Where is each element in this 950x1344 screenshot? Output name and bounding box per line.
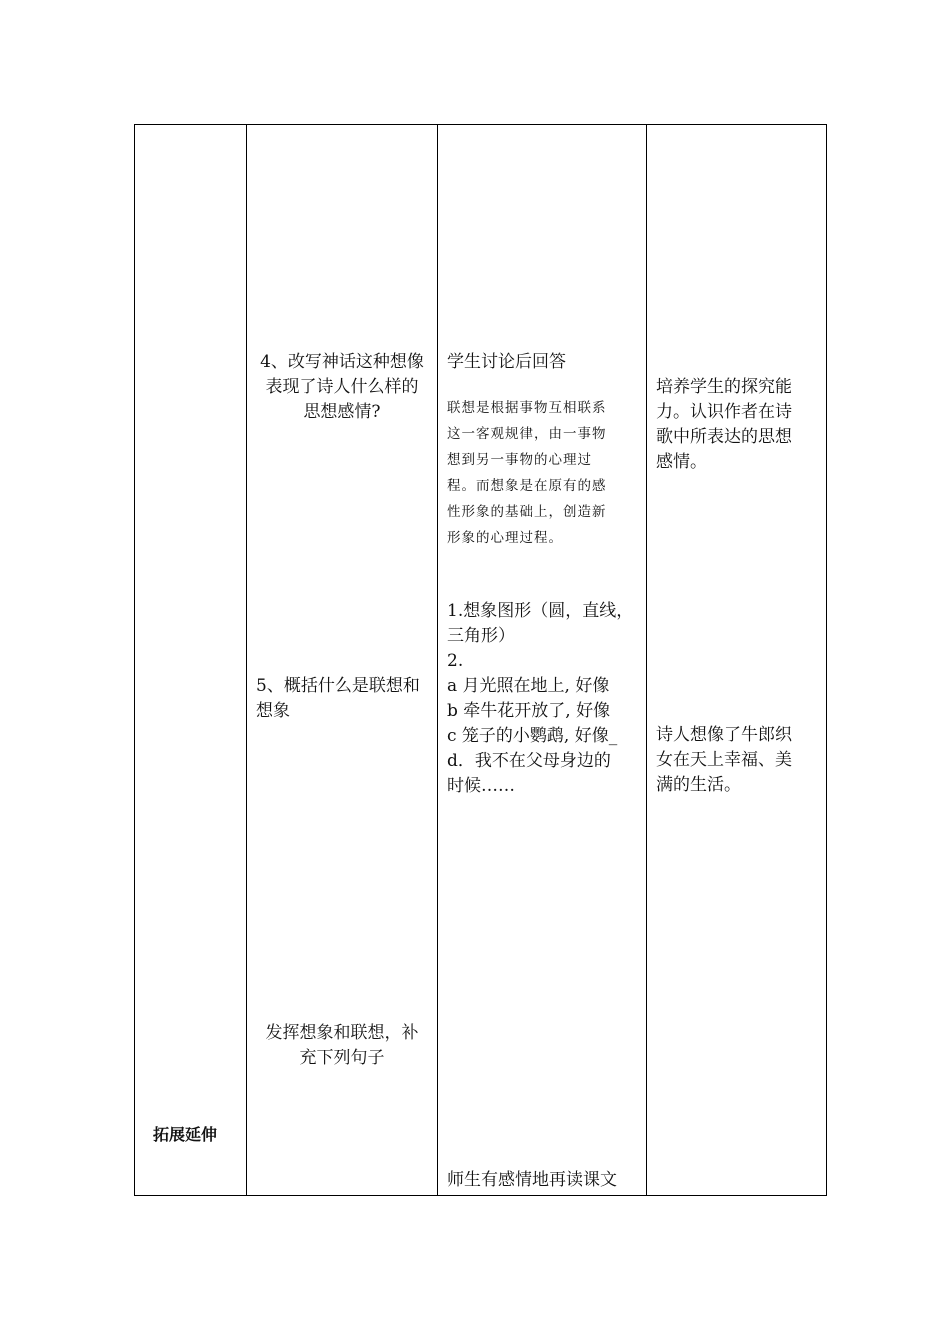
question-4-line: 4、改写神话这种想像 [260, 352, 424, 372]
poet-imagination-line: 女在天上幸福、美 [656, 750, 792, 770]
definition-line: 程。而想象是在原有的感 [447, 478, 607, 494]
exercise-line: d．我不在父母身边的 [447, 751, 611, 771]
exercise-line: b 牵牛花开放了, 好像 [447, 701, 611, 721]
extension-prompt [247, 1021, 437, 1071]
teaching-goal-line: 培养学生的探究能 [656, 377, 792, 397]
definition-text [447, 395, 607, 551]
definition-line: 性形象的基础上，创造新 [447, 504, 607, 520]
teaching-goal [656, 375, 792, 475]
exercise-list [447, 599, 633, 799]
question-5-line: 想象 [256, 701, 290, 721]
definition-line: 形象的心理过程。 [447, 530, 563, 546]
exercise-line: 1.想象图形（圆，直线， [447, 601, 634, 621]
question-4 [247, 350, 437, 425]
exercise-line: c 笼子的小鹦鹉, 好像_ [447, 726, 618, 746]
question-4-line: 思想感情? [303, 402, 381, 422]
definition-line: 想到另一事物的心理过 [447, 452, 592, 468]
teaching-goal-line: 歌中所表达的思想 [656, 427, 792, 447]
teaching-goal-line: 力。认识作者在诗 [656, 402, 792, 422]
exercise-line: a 月光照在地上, 好像 [447, 676, 610, 696]
exercise-line: 三角形） [447, 626, 515, 646]
column-divider [437, 125, 438, 1195]
poet-imagination [656, 723, 792, 798]
exercise-line: 时候…… [447, 776, 515, 796]
definition-line: 这一客观规律，由一事物 [447, 426, 607, 442]
teaching-goal-line: 感情。 [656, 452, 707, 472]
definition-line: 联想是根据事物互相联系 [447, 400, 607, 416]
question-5 [256, 674, 420, 724]
lesson-plan-table [134, 124, 827, 1196]
exercise-line: 2. [447, 651, 464, 671]
extension-prompt-line: 发挥想象和联想，补 [265, 1023, 419, 1043]
reread-text: 师生有感情地再读课文 [447, 1170, 617, 1190]
section-label-extension: 拓展延伸 [153, 1125, 218, 1144]
question-5-line: 5、概括什么是联想和 [256, 676, 420, 696]
extension-prompt-line: 充下列句子 [299, 1048, 385, 1068]
poet-imagination-line: 诗人想像了牛郎织 [656, 725, 792, 745]
column-divider [646, 125, 647, 1195]
student-discussion: 学生讨论后回答 [447, 352, 566, 372]
question-4-line: 表现了诗人什么样的 [265, 377, 419, 397]
poet-imagination-line: 满的生活。 [656, 775, 741, 795]
